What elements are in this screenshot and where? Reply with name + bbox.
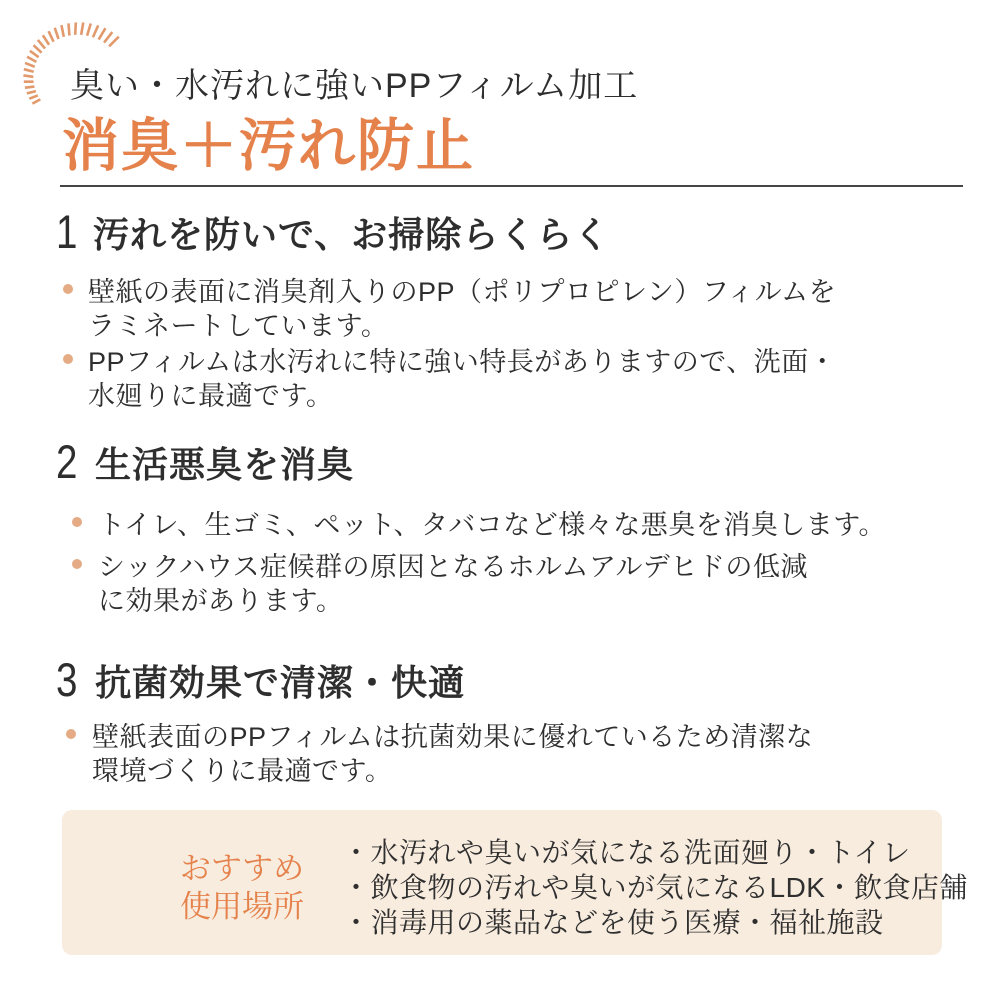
item-text: 飲食物の汚れや臭いが気になるLDK・飲食店舗 xyxy=(370,872,968,903)
item-bullet-char: ・ xyxy=(342,837,371,868)
recommend-label-line2: 使用場所 xyxy=(180,889,304,924)
page-title: 消臭＋汚れ防止 xyxy=(62,114,475,178)
bullet-text: ラミネートしています。 xyxy=(88,311,389,341)
item-bullet-char: ・ xyxy=(342,872,371,903)
section-number-2: 2 xyxy=(56,435,78,488)
bullet-dot xyxy=(63,284,73,294)
section-heading-3: 抗菌効果で清潔・快適 xyxy=(95,662,466,703)
bullet-dot xyxy=(66,729,76,739)
recommend-item-list xyxy=(342,835,968,940)
bullet-dot xyxy=(63,354,73,364)
bullet-dot xyxy=(72,517,82,527)
recommend-item xyxy=(342,835,968,870)
divider-line xyxy=(60,185,963,187)
header-tagline: 臭い・水汚れに強いPPフィルム加工 xyxy=(70,67,639,105)
bullet-text: トイレ、生ゴミ、ペット、タバコなど様々な悪臭を消臭します。 xyxy=(98,510,887,540)
recommend-item xyxy=(342,870,968,905)
bullet-text: に効果があります。 xyxy=(98,586,344,616)
bullet-text: PPフィルムは水汚れに特に強い特長がありますので、洗面・ xyxy=(88,347,837,377)
item-text: 消毒用の薬品などを使う医療・福祉施設 xyxy=(370,907,884,938)
bullet-text: シックハウス症候群の原因となるホルムアルデヒドの低減 xyxy=(98,552,808,582)
bullet-text: 壁紙の表面に消臭剤入りのPP（ポリプロピレン）フィルムを xyxy=(88,277,837,307)
section-heading-2: 生活悪臭を消臭 xyxy=(95,444,355,485)
recommend-box-label xyxy=(152,850,332,926)
item-text: 水汚れや臭いが気になる洗面廻り・トイレ xyxy=(370,837,911,868)
recommend-box xyxy=(62,810,968,955)
section-heading-1: 汚れを防いで、お掃除らくらく xyxy=(93,214,611,255)
recommend-label-line1: おすすめ xyxy=(179,851,305,886)
bullet-text: 環境づくりに最適です。 xyxy=(92,756,393,786)
bullet-text: 壁紙表面のPPフィルムは抗菌効果に優れているため清潔な xyxy=(92,722,814,752)
section-number-3: 3 xyxy=(56,653,78,706)
recommend-item xyxy=(342,905,968,940)
item-bullet-char: ・ xyxy=(342,907,371,938)
bullet-text: 水廻りに最適です。 xyxy=(88,381,334,411)
section-number-1: 1 xyxy=(56,205,78,258)
bullet-dot xyxy=(72,559,82,569)
